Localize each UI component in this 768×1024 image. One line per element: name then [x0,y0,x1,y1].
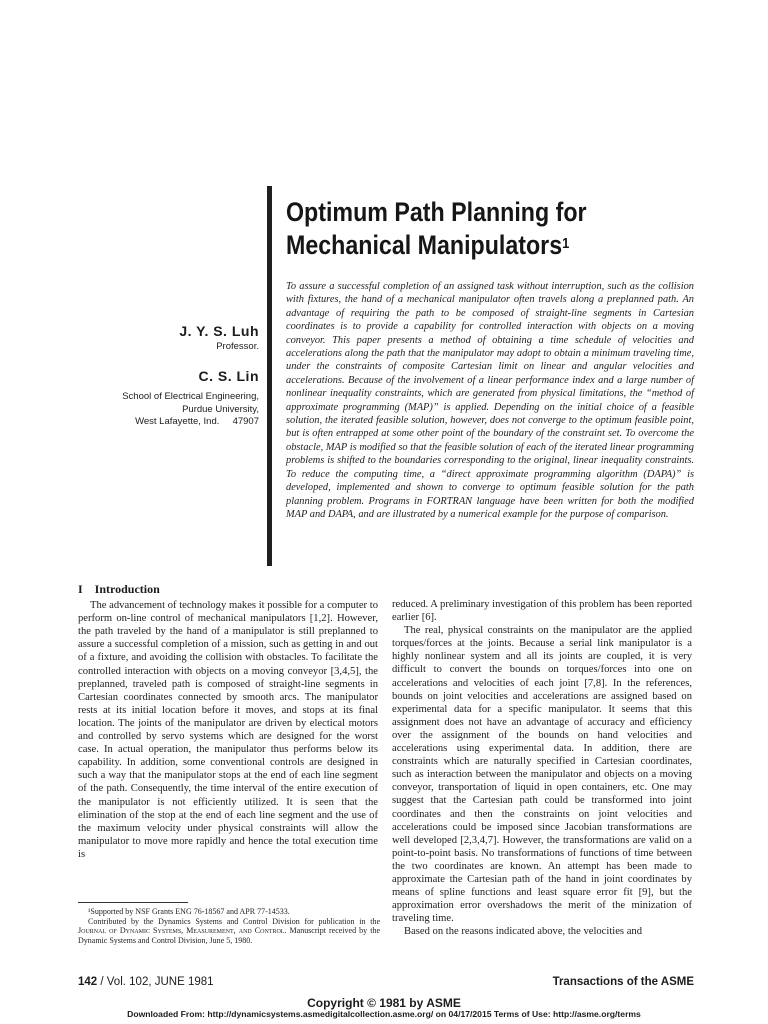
paragraph: The advancement of technology makes it possible for a computer to perform on-line control of mechanical manipulators [1,2]. However, the path traveled by the hand of a manipulator is still preplanned to assure a successful completion of a mission, such as getting in and out of a fixture, and avoiding the collision with obstacles. To facilitate the controlled interaction with objects on a moving conveyor [3,4,5], the preplanned, traveled path is composed of straight-line segments in Cartesian coordinates connected by smooth arcs. The manipulator rests at its initial location before it moves, and stops at its final location. The joints of the manipulator are driven by electical motors and controlled by servo systems which are designed for the worst case. In actual operation, the manipulator thus performs below its capability. In addition, some conventional controls are designed in such a way that the manipulator stops at the end of each line segment of the path. Consequently, the time interval of the entire execution of the manipulator is not efficiently utilized. It is seen that the elimination of the stop at the end of each line segment and the use of the maximum velocity under physical constraints will allow the manipulator to move more rapidly and hence the total execution time is [78,600,378,860]
footnote-text-pre: Contributed by the Dynamics Systems and Control Division for publication in the [88,916,380,926]
issue-info: / Vol. 102, JUNE 1981 [97,976,214,988]
footnote-line-1: ¹Supported by NSF Grants ENG 76-18567 and APR 77-14533. [88,907,290,916]
section-title: Introduction [94,582,160,596]
author-2-name: C. S. Lin [198,368,259,384]
footnote-rule [78,902,188,903]
paper-title [286,196,682,262]
author-block [59,322,259,429]
footer-page-info [78,976,214,988]
paragraph: Based on the reasons indicated above, the velocities and [404,926,642,938]
copyright-notice: Copyright © 1981 by ASME [307,996,461,1010]
affiliation-line-2: Purdue University, [182,403,259,415]
author-1-role: Professor. [216,341,259,352]
title-vertical-rule [267,186,272,566]
affiliation-line-3: West Lafayette, Ind. 47907 [135,416,259,427]
footnote-journal: Journal of Dynamic Systems, Measurement, and Control. [78,926,287,936]
title-line-1: Optimum Path Planning for [286,197,587,227]
footnote-line-2 [78,917,380,946]
paragraph: reduced. A preliminary investigation of this problem has been reported earlier [6]. [392,599,692,624]
footnote-text-post: Manuscript received by the Dynamic Systems and Control Division, June 5, 1980. [78,926,380,945]
section-heading [78,583,378,596]
title-footnote-mark: 1 [562,235,570,252]
paragraph: The real, physical constraints on the manipulator are the applied torques/forces at the joints. Because a serial link manipulator is a highly nonlinear system and all its joints are coupled, it is very difficult to convert the bounds on torques/forces into one on accelerations and velocities of each joint [7,8]. In the references, bounds on joint velocities and accelerations are assigned based on experimental data for a specific manipulator. It seems that this assignment does not have an advantage of accuracy and efficiency over the assignment of the bounds on hand velocities and accelerations using experimental data. In addition, there are constraints which are naturally specified in Cartesian coordinates, such as interaction between the manipulator and objects on a moving conveyor, transportation of liquid in open containers, etc. One may suggest that the Cartesian path could be transformed into joint coordinates and then the constraints on joint velocities and accelerations could be imposed since Jacobian transformations are well developed [2,3,4,7]. However, the transformations are valid on a point-to-point basis. No transformations of functions of time between the two coordinates are known. An attempt has been made to approximate the Cartesian path of the hand in joint coordinates by means of spline functions and least square error fit [9], but the approximation error overshadows the merit of the minization of traveling time. [392,625,692,925]
abstract: To assure a successful completion of an assigned task without interruption, such as the collision with fixtures, the hand of a mechanical manipulator often travels along a preplanned path. An advantage of requiring the path to be composed of straight-line segments in Cartesian coordinates is to provide a capability for controlled interaction with objects on a moving conveyor. This paper presents a method of obtaining a time schedule of velocities and accelerations along the path that the manipulator may adopt to obtain a minimum traveling time, under the constraints of composite Cartesian limit on linear and angular velocities and accelerations. Because of the involvement of a linear performance index and a large number of nonlinear inequality constraints, which are generated from physical limitations, the “method of approximate programming (MAP)” is applied. Depending on the initial choice of a feasible solution, the iterated feasible solution, however, does not converge to the optimum feasible point, but is often entrapped at some other point of the boundary of the constraint set. To overcome the obstacle, MAP is modified so that the feasible solution of each of the iterated linear programming problems is shifted to the boundaries corresponding to the original, linear inequality constraints. To reduce the computing time, a “direct approximate programming algorithm (DAPA)” is developed, implemented and shown to converge to optimum feasible solution for the path planning problem. Programs in FORTRAN language have been written for both the modified MAP and DAPA, and are illustrated by a numerical example for the purpose of comparison. [286,281,694,520]
body-column-right [392,598,692,938]
author-1-name: J. Y. S. Luh [179,323,259,339]
page-number: 142 [78,976,98,988]
footer-journal-name: Transactions of the ASME [552,976,694,988]
download-notice: Downloaded From: http://dynamicsystems.asmedigitalcollection.asme.org/ on 04/17/2015 Terms of Use: http://asme.org/terms [127,1009,641,1019]
affiliation-line-1: School of Electrical Engineering, [122,391,259,402]
section-number: I [78,582,83,596]
footnote [78,907,380,945]
body-column-left [78,583,378,861]
title-line-2: Mechanical Manipulators [286,230,563,260]
